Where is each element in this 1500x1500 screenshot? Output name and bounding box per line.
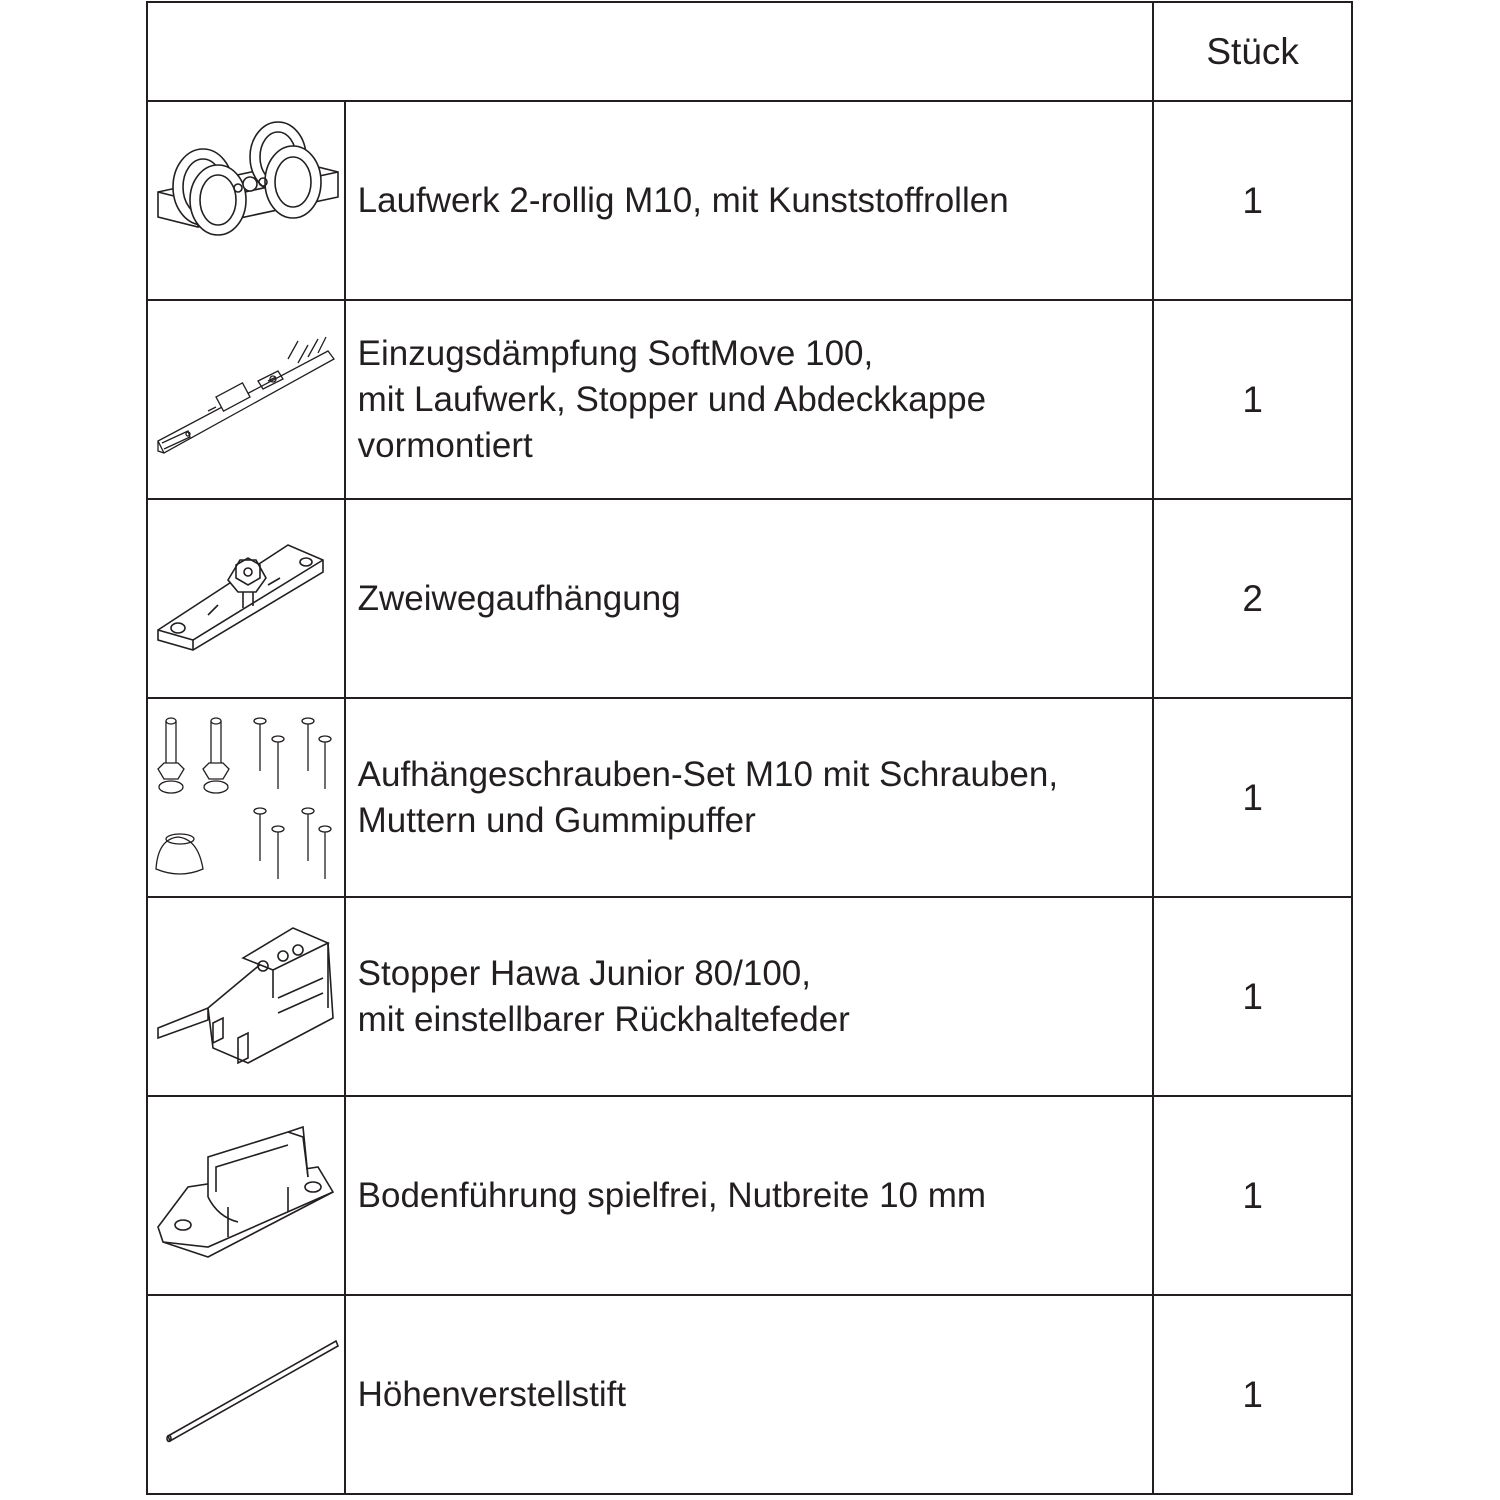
parts-table xyxy=(146,1,1353,1495)
header-empty-cell xyxy=(147,2,1153,101)
item-qty: 1 xyxy=(1153,1295,1352,1494)
item-description-cell xyxy=(345,499,1154,698)
table-row xyxy=(147,1295,1352,1494)
item-description: Stopper Hawa Junior 80/100, mit einstellbarer Rückhaltefeder xyxy=(357,953,850,1039)
table-row xyxy=(147,300,1352,499)
table-row xyxy=(147,897,1352,1096)
suspension-bracket-icon xyxy=(148,500,345,697)
item-image-cell xyxy=(147,101,345,300)
item-description: Einzugsdämpfung SoftMove 100, mit Laufwerk, Stopper und Abdeckkappe vormontiert xyxy=(357,333,987,465)
qty-header: Stück xyxy=(1153,2,1352,101)
item-description: Zweiwegaufhängung xyxy=(357,578,681,618)
item-image-cell xyxy=(147,499,345,698)
soft-close-damper-icon xyxy=(148,301,345,498)
item-qty: 1 xyxy=(1153,897,1352,1096)
item-qty: 1 xyxy=(1153,698,1352,897)
item-description: Laufwerk 2-rollig M10, mit Kunststoffrollen xyxy=(357,180,1009,220)
item-qty: 1 xyxy=(1153,101,1352,300)
item-image-cell xyxy=(147,1096,345,1295)
screw-set-icon xyxy=(148,699,345,896)
item-description-cell xyxy=(345,897,1154,1096)
item-description-cell xyxy=(345,300,1154,499)
height-adjust-pin-icon xyxy=(148,1296,345,1493)
item-qty: 1 xyxy=(1153,1096,1352,1295)
stopper-icon xyxy=(148,898,345,1095)
table-row xyxy=(147,698,1352,897)
item-image-cell xyxy=(147,1295,345,1494)
item-qty: 1 xyxy=(1153,300,1352,499)
item-description: Bodenführung spielfrei, Nutbreite 10 mm xyxy=(357,1175,987,1215)
item-image-cell xyxy=(147,897,345,1096)
item-image-cell xyxy=(147,300,345,499)
item-image-cell xyxy=(147,698,345,897)
table-row xyxy=(147,1096,1352,1295)
item-description-cell xyxy=(345,1295,1154,1494)
item-description-cell xyxy=(345,1096,1154,1295)
table-row xyxy=(147,101,1352,300)
item-description-cell xyxy=(345,101,1154,300)
floor-guide-icon xyxy=(148,1097,345,1294)
header-row xyxy=(147,2,1352,101)
roller-carriage-icon xyxy=(148,102,345,299)
table-row xyxy=(147,499,1352,698)
item-description: Höhenverstellstift xyxy=(357,1374,627,1414)
item-description-cell xyxy=(345,698,1154,897)
item-qty: 2 xyxy=(1153,499,1352,698)
item-description: Aufhängeschrauben-Set M10 mit Schrauben, Muttern und Gummipuffer xyxy=(357,754,1059,840)
